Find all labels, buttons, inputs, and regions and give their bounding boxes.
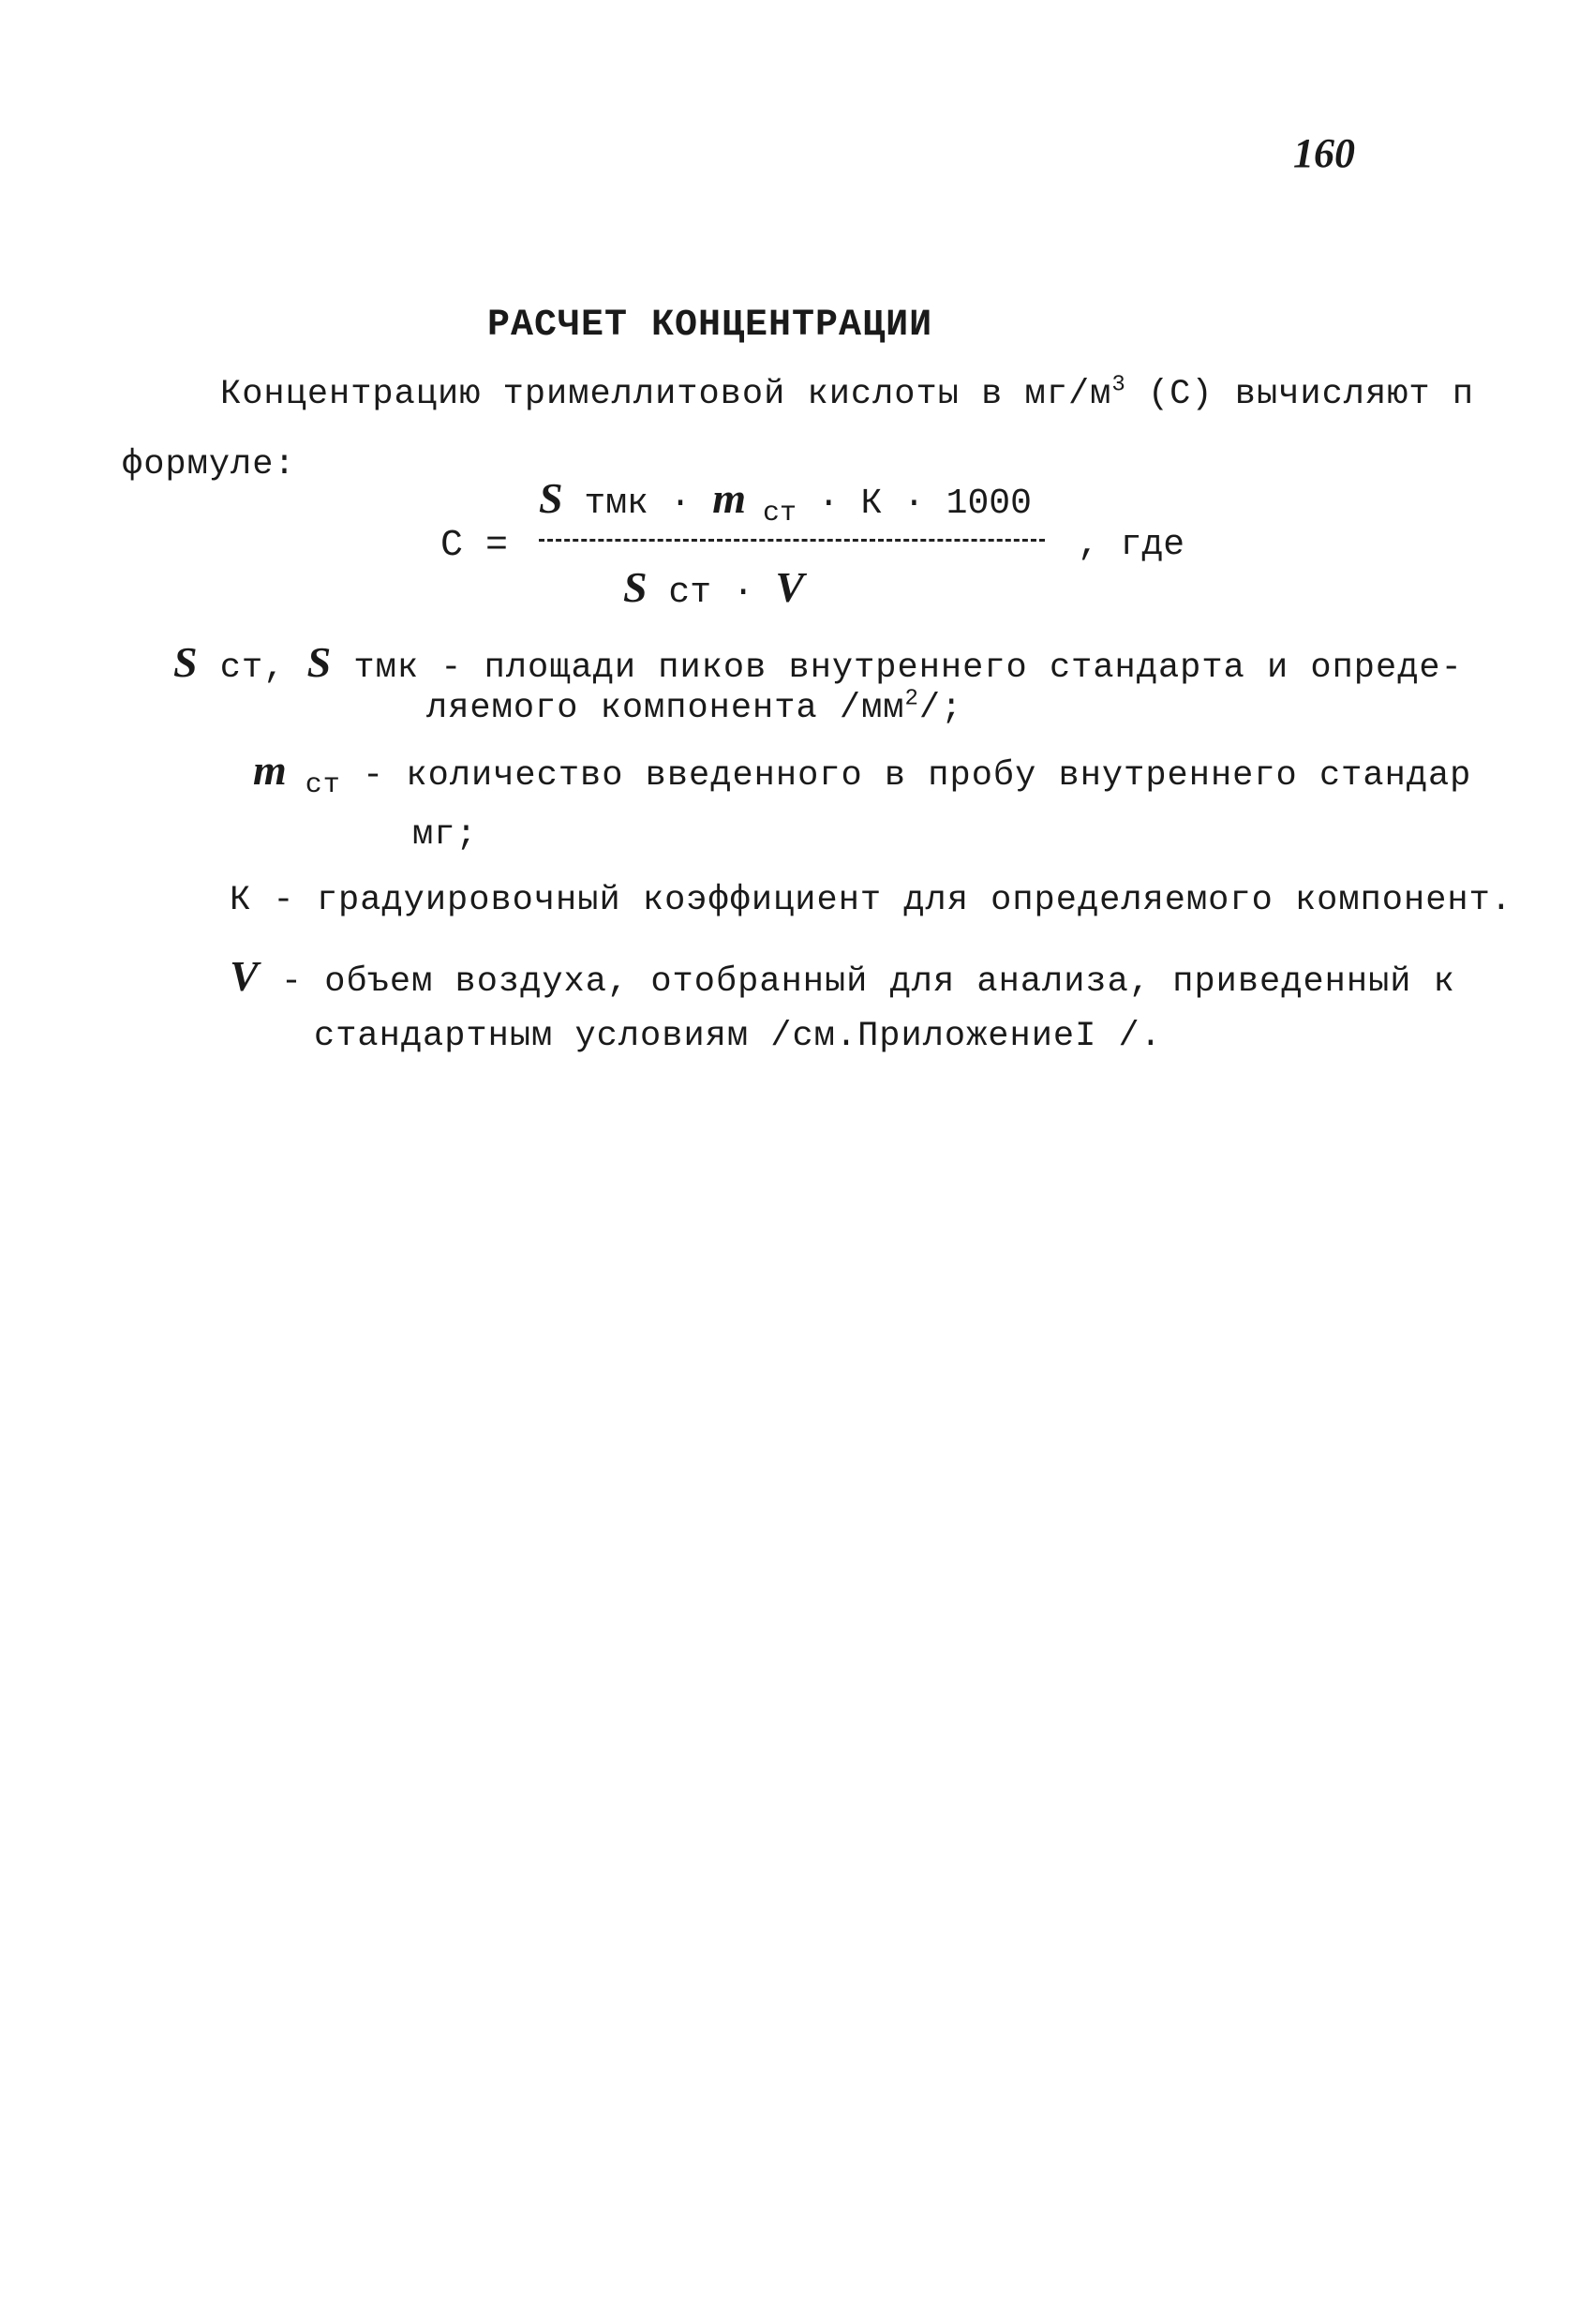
intro-line-1-superscript: 3 xyxy=(1111,372,1126,398)
def-1-line2-start: ляемого компонента /мм xyxy=(426,689,905,728)
def-symbol-s-st: S xyxy=(173,638,199,686)
definition-s-line-2 xyxy=(426,686,963,728)
section-heading: РАСЧЕТ КОНЦЕНТРАЦИИ xyxy=(487,305,933,347)
formula-den-text: ст · xyxy=(647,573,776,613)
formula-den-symbol-v: V xyxy=(775,563,805,611)
definition-s-line-1 xyxy=(173,637,1463,688)
formula-num-symbol-s: S xyxy=(539,474,563,522)
formula-num-text-2: · К · 1000 xyxy=(797,484,1032,524)
intro-line-1-start: Концентрацию тримеллитовой кислоты в мг/м xyxy=(220,375,1112,414)
intro-line-1-end: (С) вычисляют п xyxy=(1125,375,1475,414)
def-symbol-s-tmk: S xyxy=(306,638,333,686)
def-1-line2-end: /; xyxy=(918,689,963,728)
formula-den-symbol-s: S xyxy=(623,563,648,611)
def-1-line2-superscript: 2 xyxy=(904,686,919,712)
def-2-subscript: ст xyxy=(287,769,341,801)
formula-lhs: С = xyxy=(440,525,509,567)
intro-line-1 xyxy=(220,372,1475,414)
definition-v-line-2: стандартным условиям /см.ПриложениеI /. xyxy=(314,1017,1162,1056)
def-1-mid: ст, xyxy=(198,648,307,688)
def-4-text: - объем воздуха, отобранный для анализа, приведенный к xyxy=(259,962,1455,1002)
definition-k: К - градуировочный коэффициент для определяемого компонент. xyxy=(230,881,1513,920)
concentration-formula xyxy=(440,473,1209,628)
definition-v-line-1 xyxy=(230,951,1455,1002)
def-2-text: - количество введенного в пробу внутреннего стандар xyxy=(340,756,1472,796)
fraction-bar xyxy=(539,539,1045,542)
def-symbol-m: m xyxy=(253,746,288,794)
definition-m-line-1 xyxy=(253,745,1472,801)
page-number: 160 xyxy=(1293,130,1355,176)
intro-line-2: формуле: xyxy=(122,445,296,484)
formula-num-text-1: тмк · xyxy=(562,484,713,524)
definition-m-line-2: мг; xyxy=(412,815,478,855)
formula-num-symbol-m: m xyxy=(712,474,747,522)
formula-num-subscript: ст xyxy=(746,498,797,529)
def-symbol-v: V xyxy=(230,952,260,1000)
formula-numerator xyxy=(539,473,1032,529)
def-1-text: тмк - площади пиков внутреннего стандарта и опреде- xyxy=(332,648,1463,688)
formula-denominator xyxy=(623,562,804,613)
formula-where: , где xyxy=(1078,525,1185,565)
